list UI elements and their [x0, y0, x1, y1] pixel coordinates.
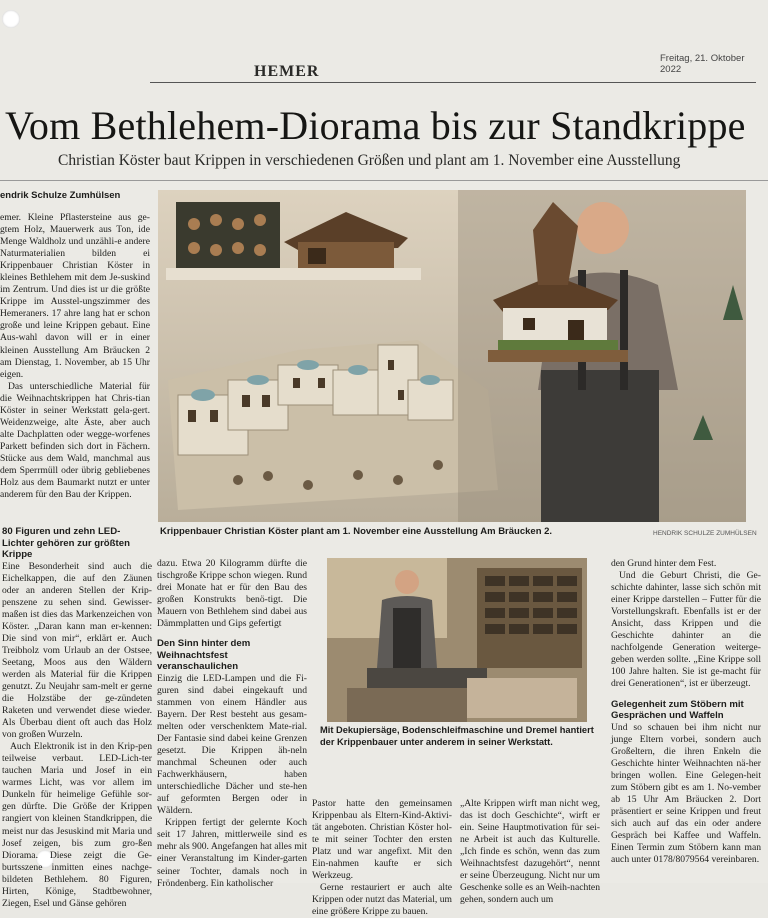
headline: Vom Bethlehem-Diorama bis zur Standkrippe [5, 103, 746, 148]
text-column-2 [157, 558, 307, 890]
issue-date: Freitag, 21. Oktober 2022 [660, 53, 745, 75]
paragraph: Pastor hatte den gemeinsamen Krippenbau als Eltern-Kind-Aktivi-tät angeboten. Christian Köster hol-te mit seiner Tochter den ersten Platz und war angefixt. Mit den Ein-nahmen kaufte er sich Werkzeug. [312, 798, 452, 882]
paragraph: Auch Elektronik ist in den Krip-pen teilweise verbaut. LED-Lich-ter tauchen Maria und Josef in ein warmes Licht, was vor allem im Dunkeln für heimelige Gefühle sor-gen dürfte. Die Größe der Krippen rangiert von kleinen Standkrippen, die meist nur das Jesuskind mit Maria und Josef zeigen, bis zum gro-ßen Diorama. Diese zeigt die Ge-burtsszene inmitten eines nachge-bildeten Bethlehem. 80 Figuren, Hirten, Könige, Stadtbewohner, Ziegen, Esel und Gänse gehören [2, 741, 152, 909]
paragraph: Einzig die LED-Lampen und die Fi-guren sind dabei eingekauft und stammen von einem Händler aus Bayern. Der Rest besteht aus gesam-melten oder verschenktem Mate-rial. Der Fantasie sind dabei keine Grenzen gesetzt. Die Krippen äh-neln manchmal Scheunen oder auch Fachwerkhäusern, haben unterschiedliche Dächer und ste-hen auf geformten Bergen oder in Wäldern. [157, 672, 307, 817]
paragraph: Und so schauen bei ihm nicht nur junge Eltern vorbei, sondern auch Großeltern, die ihren Enkeln die Geschichte hinter Weihnachten nä-her bringen wollen. Eine Gelegen-heit zum Stöbern gibt es am 1. No-vember ab 15 Uhr Am Bräucken 2. Dort präsentiert er seine Krippen und freut sich auch auf das ein oder andere Gespräch bei Kaffee und Waffeln. Einen Termin zum Stöbern kann man auch unter 0178/8079564 vereinbaren. [611, 721, 761, 866]
paragraph: Krippen fertigt der gelernte Koch seit 17 Jahren, mittlerweile sind es mehr als 900. Angefangen hat alles mit einer Veranstaltung im Kinder-garten seiner Tochter, damals noch in Fröndenberg. Ein katholischer [157, 817, 307, 889]
subheading: 80 Figuren und zehn LED-Lichter gehören zur größten Krippe [2, 526, 130, 560]
text-column-5 [611, 558, 761, 866]
subheading: Gelegenheit zum Stöbern mit Gesprächen und Waffeln [611, 698, 744, 722]
paragraph: Das unterschiedliche Material für die Weihnachtskrippen hat Chris-tian Köster in seiner Werkstatt gela-gert. Weidenzweige, alte Äste, aber auch alte Dachplatten oder wegge-worfenes Parkett befinden sich dort in Fächern. Stücke aus dem Wald, manchmal aus dem Sperrmüll oder übrig gebliebenes Holz aus dem Baumarkt nutzt er unter anderem für den Bau der Krippen. [0, 380, 150, 501]
subheading: Den Sinn hinter dem Weihnachtsfest veranschaulichen [157, 638, 251, 673]
section-title: HEMER [254, 63, 320, 80]
main-photo-credit: HENDRIK SCHULZE ZUMHÜLSEN [653, 530, 757, 537]
workshop-photo-caption: Mit Dekupiersäge, Bodenschleifmaschine und Dremel hantiert der Krippenbauer unter anderem in seiner Werkstatt. [320, 725, 594, 747]
workshop-photo-image [327, 558, 587, 722]
paragraph: Und die Geburt Christi, die Ge-schichte dahinter, lasse sich schön mit einer Krippe darstellen – Futter für die Vorstellungskraft. Ebenfalls ist er der Ansicht, dass Krippen und die Geschichte dahinter an die nachfolgende Generation weiterge-geben werden sollte. „Eine Krippe soll 100 Jahre halten. Sie ist ge-macht für drei Generationen“, ist er überzeugt. [611, 570, 761, 690]
paragraph: „Alte Krippen wirft man nicht weg, das ist doch Geschichte“, wirft er ein. Seine Hauptmotivation für sei-ne Arbeit ist auch das Kulturelle. „Ich finde es schön, wenn das zum Weihnachtsfest dazugehört“, nennt er seine Überzeugung. Nicht nur um Geschenke solle es an Weih-nachten gehen, sondern auch um [460, 798, 600, 906]
main-photo-caption: Krippenbauer Christian Köster plant am 1. November eine Ausstellung Am Bräucken 2. [160, 526, 553, 537]
paragraph: Eine Besonderheit sind auch die Eichelkappen, die auf den Zäunen oder an anderen Stellen der Krip-penszene zu sehen sind. Gewisser-maßen ist dies das Markenzeichen von Köster. „Daran kann man er-kennen: Die sind von mir“, erklärt er. Auch Treibholz vom Urlaub an der Ostsee, Seetang, Moos aus den Wäldern werden als Material für die Krippen genutzt. Zu Neujahr sam-melt er gerne die Holzstäbe der ge-zündeten Raketen und verwendet diese wieder. Als Überbau dient oft auch das Holz von großen Wurzeln. [2, 560, 152, 741]
text-column-3 [312, 798, 452, 918]
divider [0, 180, 768, 181]
text-column-1 [0, 212, 150, 501]
paragraph: Gerne restauriert er auch alte Krippen oder nutzt das Material, um eine größere Krippe zu bauen. [312, 882, 452, 918]
main-photo [158, 190, 746, 522]
paragraph: den Grund hinter dem Fest. [611, 558, 717, 569]
text-column-4 [460, 798, 600, 906]
paragraph: dazu. Etwa 20 Kilogramm dürfte die tischgroße Krippe schon wiegen. Rund drei Monate hat er für den Bau des großen Konstrukts benö-tigt. Die Mauern von Bethlehem sind dabei aus Dämmplatten und Gips gefertigt [157, 558, 307, 630]
main-photo-image [158, 190, 746, 522]
header-rule [150, 82, 756, 83]
paragraph: emer. Kleine Pflastersteine aus ge-gtem Holz, Mauerwerk aus Ton, ide Menge Waldholz und unzähli-e andere Naturmaterialien bilden ei Krippenbauer Christian Köster in kleines Bethlehem mit dem Je-suskind im Zentrum. Und dies ist ur die größte Krippe im Ausstel-ungszimmer des Hemeraners. 17 ahre lang hat er schon große und leine Krippen gebaut. Eine Aus-wahl davon will er in einer kleinen Ausstellung Am Bräucken 2 am Dienstag, 1. November, ab 15 Uhr eigen. [0, 212, 150, 380]
author-byline: endrik Schulze Zumhülsen [0, 190, 121, 201]
subheadline: Christian Köster baut Krippen in verschiedenen Größen und plant am 1. November eine Ausstellung [58, 152, 681, 169]
text-column-1b [2, 522, 152, 910]
workshop-photo [327, 558, 587, 722]
punch-hole [2, 10, 20, 28]
